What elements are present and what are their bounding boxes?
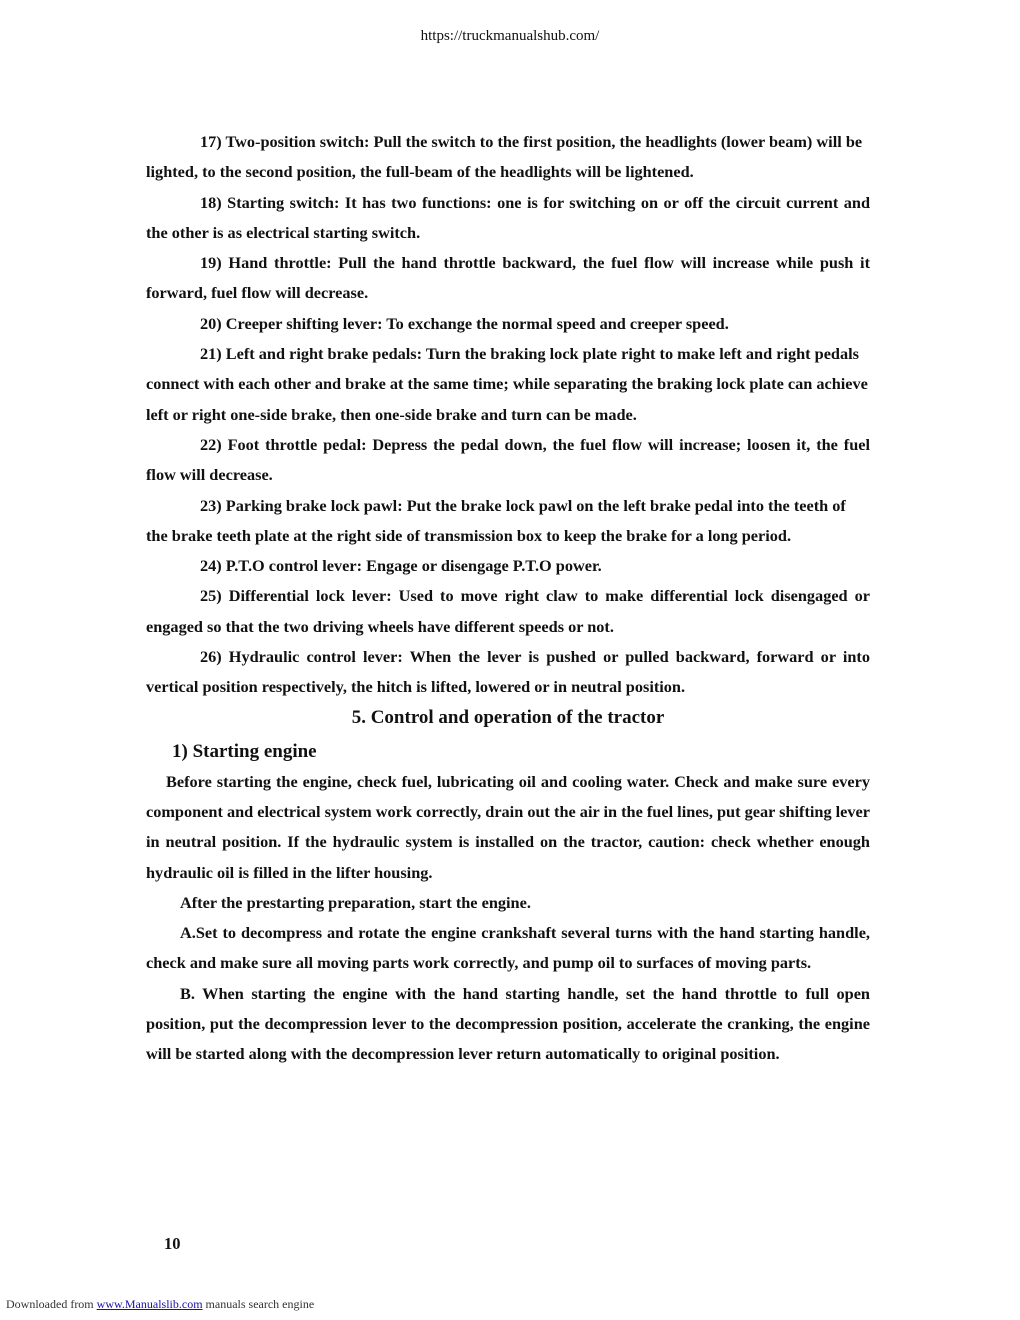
footer-suffix: manuals search engine bbox=[202, 1297, 315, 1311]
list-item: 20) Creeper shifting lever: To exchange the normal speed and creeper speed. bbox=[200, 313, 729, 333]
body-paragraph: After the prestarting preparation, start the engine. bbox=[180, 892, 531, 912]
subsection-title: 1) Starting engine bbox=[172, 740, 317, 762]
body-paragraph: Before starting the engine, check fuel, lubricating oil and cooling water. Check and make sure every component and electrical system work correctly, drain out the air in the fuel lines, put gear shifting lever in neutral position. If the hydraulic system is installed on the tractor, caution: check whether enough hydraulic oil is filled in the lifter housing. bbox=[146, 771, 870, 882]
list-item: 21) Left and right brake pedals: Turn the braking lock plate right to make left and right pedals connect with each other and brake at the same time; while separating the braking lock plate can achieve left or right one-side brake, then one-side brake and turn can be made. bbox=[146, 344, 868, 424]
list-item: 25) Differential lock lever: Used to move right claw to make differential lock disengaged or engaged so that the two driving wheels have different speeds or not. bbox=[146, 586, 870, 636]
page-number: 10 bbox=[164, 1234, 181, 1253]
section-title: 5. Control and operation of the tractor bbox=[351, 706, 665, 728]
list-item: 19) Hand throttle: Pull the hand throttle backward, the fuel flow will increase while push it forward, fuel flow will decrease. bbox=[146, 253, 870, 303]
manualslib-link[interactable]: www.Manualslib.com bbox=[96, 1297, 203, 1311]
list-item: 26) Hydraulic control lever: When the lever is pushed or pulled backward, forward or into vertical position respectively, the hitch is lifted, lowered or in neutral position. bbox=[146, 647, 870, 697]
list-item: 23) Parking brake lock pawl: Put the brake lock pawl on the left brake pedal into the teeth of the brake teeth plate at the right side of transmission box to keep the brake for a long period. bbox=[146, 495, 846, 545]
body-paragraph: A.Set to decompress and rotate the engine crankshaft several turns with the hand starting handle, check and make sure all moving parts work correctly, and pump oil to surfaces of moving parts. bbox=[146, 923, 870, 973]
footer-prefix: Downloaded from bbox=[6, 1297, 97, 1311]
header-url: https://truckmanualshub.com/ bbox=[420, 28, 600, 44]
download-footer bbox=[6, 1297, 314, 1312]
body-paragraph: B. When starting the engine with the hand starting handle, set the hand throttle to full open position, put the decompression lever to the decompression position, accelerate the cranking, the engine will be started along with the decompression lever return automatically to original position. bbox=[146, 983, 870, 1064]
list-item: 18) Starting switch: It has two functions: one is for switching on or off the circuit current and the other is as electrical starting switch. bbox=[146, 192, 870, 242]
list-item: 17) Two-position switch: Pull the switch to the first position, the headlights (lower beam) will be lighted, to the second position, the full-beam of the headlights will be lightened. bbox=[146, 132, 863, 182]
list-item: 24) P.T.O control lever: Engage or disengage P.T.O power. bbox=[200, 556, 602, 576]
document-body bbox=[146, 127, 870, 1070]
list-item: 22) Foot throttle pedal: Depress the pedal down, the fuel flow will increase; loosen it, the fuel flow will decrease. bbox=[146, 434, 870, 485]
